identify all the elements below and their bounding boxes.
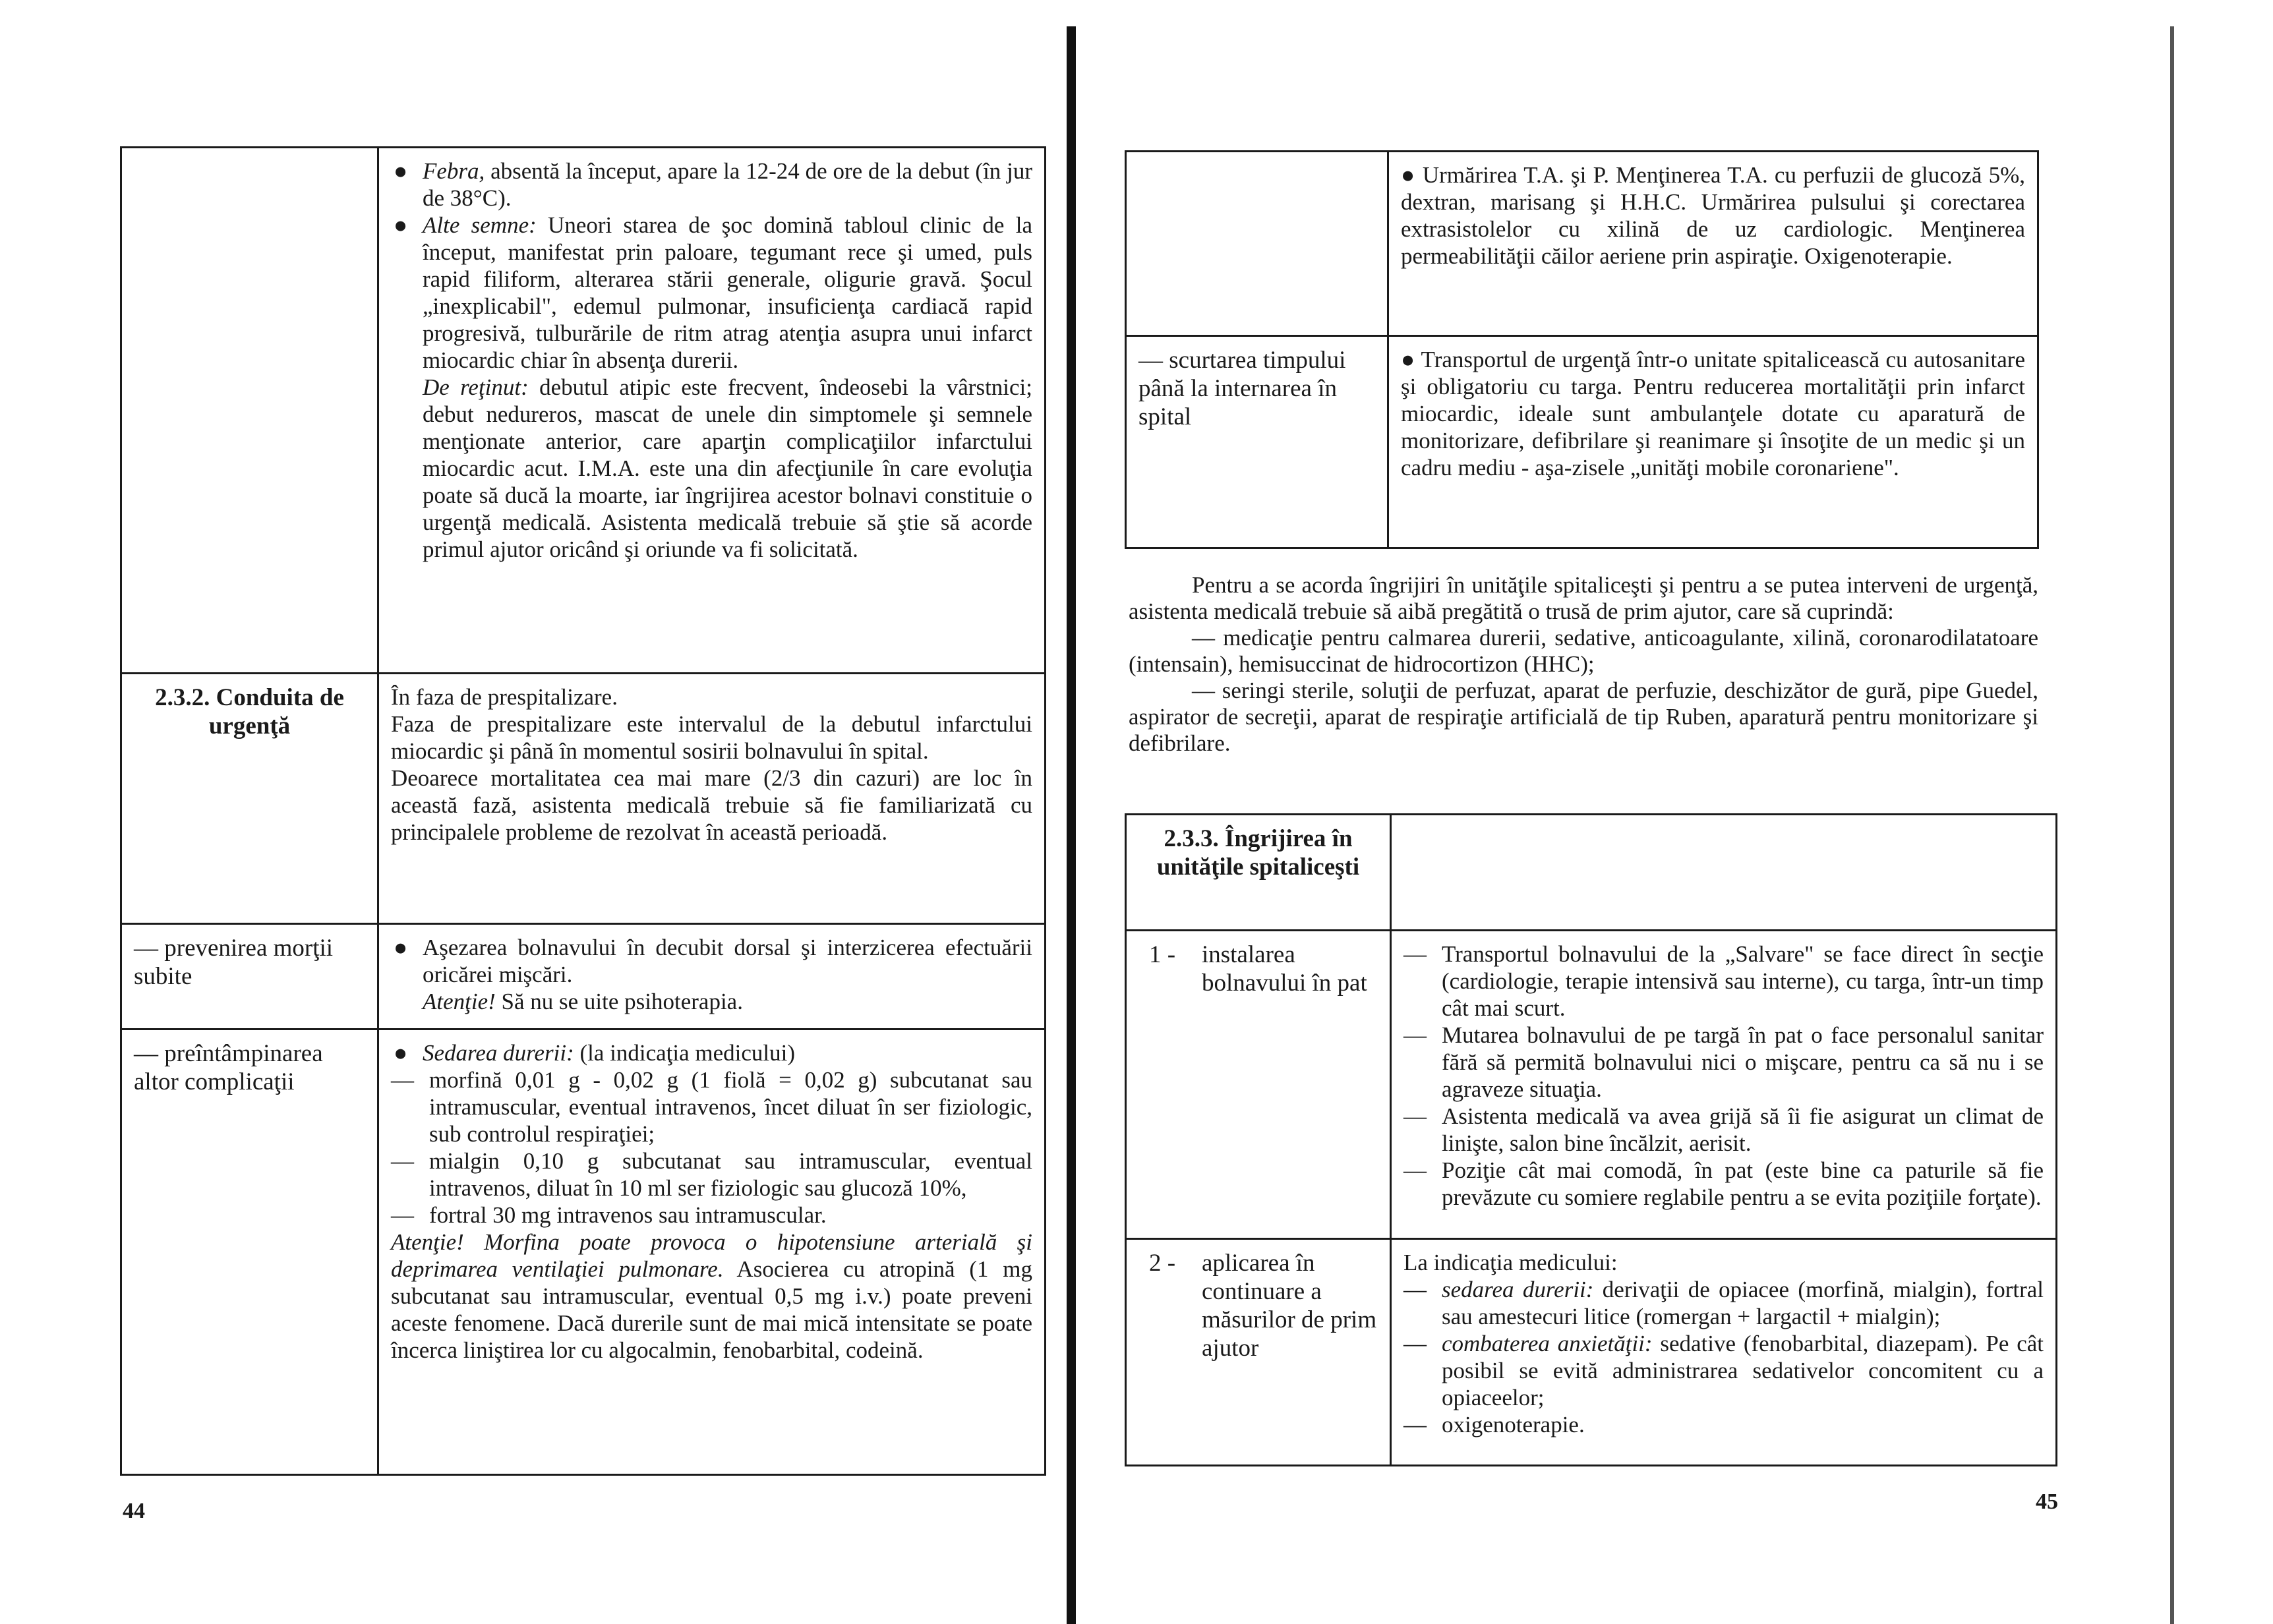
row-content xyxy=(378,148,1046,674)
dash-icon: — xyxy=(391,1067,414,1093)
table-row xyxy=(121,1030,1046,1475)
table-row xyxy=(1126,931,2057,1239)
row-label: — prevenirea morţii subite xyxy=(121,924,378,1030)
row-content xyxy=(378,1030,1046,1475)
page-spine xyxy=(1067,26,1076,1624)
dash-icon: — xyxy=(1403,941,1427,967)
row-content: În faza de prespitalizare. Faza de prespitalizare este intervalul de la debutul infarctului miocardic şi până în momentul sosirii bolnavului în spital. Deoarece mortalitatea cea mai mare (2/3 din cazuri) are loc în această fază, asistenta medicală trebuie să fie familiarizată cu principalele probleme de rezolvat în această perioadă. xyxy=(378,674,1046,924)
dash-item: — oxigenoterapie. xyxy=(1403,1412,1585,1437)
row-label: — scurtarea timpului până la internarea în spital xyxy=(1126,336,1388,548)
right-top-table xyxy=(1125,150,2039,549)
bullet-item: ● Aşezarea bolnavului în decubit dorsal şi interzicerea efectuării oricărei mişcări. xyxy=(394,935,1032,987)
row-label: 1 - instalarea bolnavului în pat xyxy=(1126,931,1391,1239)
dash-item: — mialgin 0,10 g subcutanat sau intramuscular, eventual intravenos, diluat în 10 ml ser fiziologic sau glucoză 10%, xyxy=(391,1148,1032,1201)
table-row xyxy=(1126,1239,2057,1466)
bullet-icon: ● xyxy=(394,212,408,238)
body-item: — seringi sterile, soluţii de perfuzat, aparat de perfuzie, deschizător de gură, pipe Guedel, aspirator de secreţii, aparat de respiraţie artificială de tip Ruben, aparatură pentru monitorizare şi defibrilare. xyxy=(1129,678,2038,756)
note-paragraph: Atenţie! Morfina poate provoca o hipotensiune arterială şi deprimarea ventilaţiei pulmonare. Asocierea cu atropină (1 mg subcutanat sau intramuscular, eventual 0,5 mg i.v.) poate preveni aceste fenomene. Dacă durerile sunt de mai mică intensitate se poate încerca liniştirea lor cu algocalmin, fenobarbital, codeină. xyxy=(391,1229,1032,1363)
right-bottom-table xyxy=(1125,813,2057,1466)
dash-icon: — xyxy=(1403,1157,1427,1183)
row-content: ● Transportul de urgenţă într-o unitate spitalicească cu autosanitare şi obligatoriu cu targa. Pentru reducerea mortalităţii prin infarct miocardic, ideale sunt ambulanţele dotate cu aparatură de monitorizare, defibrilare şi reanimare şi însoţite de un medic şi un cadru mediu - aşa-zisele „unităţi mobile coronariene". xyxy=(1388,336,2038,548)
dash-icon: — xyxy=(1403,1022,1427,1048)
empty-cell xyxy=(1391,815,2057,931)
note-paragraph: Atenţie! Să nu se uite psihoterapia. xyxy=(423,989,743,1014)
table-row xyxy=(1126,152,2038,336)
dash-icon: — xyxy=(1403,1277,1427,1302)
dash-icon: — xyxy=(391,1202,414,1228)
bullet-item: ● Sedarea durerii: (la indicaţia medicului) xyxy=(394,1040,796,1066)
dash-item: — sedarea durerii: derivaţii de opiacee (morfină, mialgin), fortral sau amestecuri litice (romergan + largactil + mialgin); xyxy=(1403,1277,2044,1329)
dash-icon: — xyxy=(1403,1103,1427,1129)
table-row xyxy=(121,148,1046,674)
note-paragraph: De reţinut: debutul atipic este frecvent, îndeosebi la vârstnici; debut nedureros, mascat de unele din simptomele şi semnele menţionate anterior, care aparţin complicaţiilor infarctului miocardic acut. I.M.A. este una din afecţiunile în care evoluţia poate să ducă la moarte, iar îngrijirea acestor bolnavi constituie o urgenţă medicală. Asistenta medicală trebuie să ştie să acorde primul ajutor oricând şi oriunde va fi solicitată. xyxy=(423,374,1032,562)
row-content: La indicaţia medicului: — sedarea durerii: derivaţii de opiacee (morfină, mialgin), fortral sau amestecuri litice (romergan + largactil + mialgin); — combaterea anxietăţii: sedative (fenobarbital, diazepam). Pe cât posibil se evită administrarea sedativelor concomitent cu a opiaceelor; — oxigenoterapie. xyxy=(1391,1239,2057,1466)
row-content xyxy=(378,924,1046,1030)
dash-icon: — xyxy=(1403,1331,1427,1356)
bullet-icon: ● xyxy=(394,935,408,960)
row-content xyxy=(1391,931,2057,1239)
page-number-right: 45 xyxy=(2036,1490,2058,1514)
row-label xyxy=(1126,152,1388,336)
left-page-table xyxy=(120,146,1046,1476)
table-row xyxy=(121,674,1046,924)
body-intro: Pentru a se acorda îngrijiri în unităţile spitaliceşti şi pentru a se putea interveni de urgenţă, asistenta medicală trebuie să aibă pregătită o trusă de prim ajutor, care să cuprindă: xyxy=(1129,572,2038,624)
dash-icon: — xyxy=(1403,1412,1427,1437)
dash-item: — Poziţie cât mai comodă, în pat (este bine ca paturile să fie prevăzute cu somiere reglabile pentru a se evita poziţiile forţate). xyxy=(1403,1157,2044,1210)
first-aid-kit-text xyxy=(1129,572,2038,757)
dash-item: — fortral 30 mg intravenos sau intramuscular. xyxy=(391,1202,827,1228)
bullet-item: ● Alte semne: Uneori starea de şoc domină tabloul clinic de la început, manifestat prin paloare, tegumant rece şi umed, puls rapid filiform, alterarea stării generale, oligurie gravă. Şocul „inexplicabil", edemul pulmonar, insuficienţa cardiacă rapid progresivă, tulburările de ritm atrag atenţia asupra unui infarct miocardic chiar în absenţa durerii. xyxy=(394,212,1032,373)
bullet-icon: ● xyxy=(394,158,408,184)
body-item: — medicaţie pentru calmarea durerii, sedative, anticoagulante, xilină, coronarodilatatoare (intensain), hemisuccinat de hidrocortizon (HHC); xyxy=(1129,625,2038,677)
row-label: 2 - aplicarea în continuare a măsurilor de prim ajutor xyxy=(1126,1239,1391,1466)
table-row xyxy=(1126,815,2057,931)
dash-icon: — xyxy=(391,1148,414,1174)
dash-item: — morfină 0,01 g - 0,02 g (1 fiolă = 0,02 g) subcutanat sau intramuscular, eventual intravenos, încet diluat în ser fiziologic, sub controlul respiraţiei; xyxy=(391,1067,1032,1147)
row-label xyxy=(121,148,378,674)
row-content: ● Urmărirea T.A. şi P. Menţinerea T.A. cu perfuzii de glucoză 5%, dextran, marisang şi H.H.C. Urmărirea pulsului şi corectarea extrasistolelor cu xilină de uz cardiologic. Menţinerea permeabilităţii căilor aeriene prin aspiraţie. Oxigenoterapie. xyxy=(1388,152,2038,336)
section-heading: 2.3.2. Conduita de urgenţă xyxy=(121,674,378,924)
table-row xyxy=(121,924,1046,1030)
section-heading: 2.3.3. Îngrijirea în unităţile spitaliceşti xyxy=(1126,815,1391,931)
bullet-icon: ● xyxy=(394,1040,408,1066)
dash-item: — Mutarea bolnavului de pe targă în pat o face personalul sanitar fără să permită bolnavului nici o mişcare, pentru ca să nu i se agraveze situaţia. xyxy=(1403,1022,2044,1102)
dash-item: — Asistenta medicală va avea grijă să îi fie asigurat un climat de linişte, salon bine încălzit, aerisit. xyxy=(1403,1103,2044,1156)
page-number-left: 44 xyxy=(123,1499,145,1523)
row-label: — preîntâmpinarea altor complicaţii xyxy=(121,1030,378,1475)
table-row xyxy=(1126,336,2038,548)
dash-item: — combaterea anxietăţii: sedative (fenobarbital, diazepam). Pe cât posibil se evită administrarea sedativelor concomitent cu a opiaceelor; xyxy=(1403,1331,2044,1410)
right-edge-mark xyxy=(2170,26,2174,1624)
bullet-item: ● Febra, absentă la început, apare la 12-24 de ore de la debut (în jur de 38°C). xyxy=(394,158,1032,211)
dash-item: — Transportul bolnavului de la „Salvare" se face direct în secţie (cardiologie, terapie intensivă sau interne), cu targa, într-un timp cât mai scurt. xyxy=(1403,941,2044,1021)
